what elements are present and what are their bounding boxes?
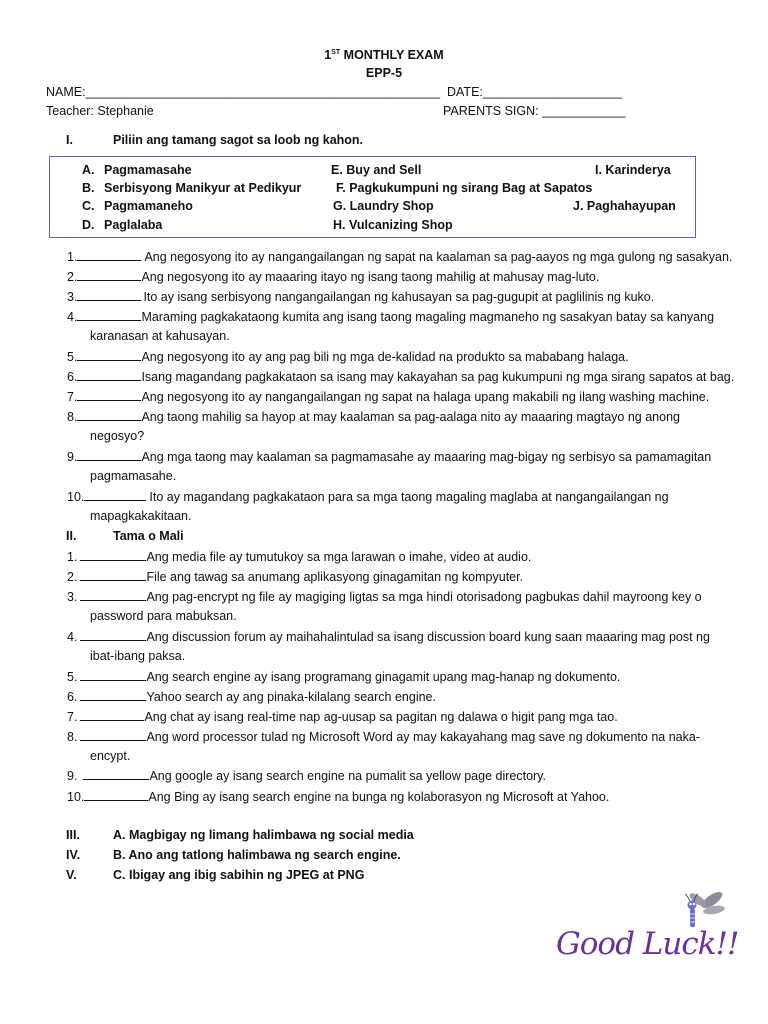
question-item <box>67 289 654 304</box>
statement-text: Ang search engine ay isang programang ginagamit upang mag-hanap ng dokumento. <box>146 670 621 684</box>
title-superscript: ST <box>331 49 341 56</box>
part2-title: Tama o Mali <box>113 529 184 543</box>
question-number: 8. <box>67 410 78 424</box>
answer-blank[interactable] <box>80 629 146 641</box>
answer-blank[interactable] <box>77 369 141 381</box>
answer-blank[interactable] <box>77 389 141 401</box>
answer-blank[interactable] <box>80 569 146 581</box>
choice-a: Pagmamasahe <box>104 163 192 177</box>
statement-number: 9. <box>67 769 78 783</box>
question-continuation: karanasan at kahusayan. <box>90 329 230 343</box>
part2-numeral: II. <box>66 529 77 543</box>
name-field: NAME:___________________________________________________ <box>46 85 441 99</box>
part4-question: B. Ano ang tatlong halimbawa ng search engine. <box>113 848 401 862</box>
question-item <box>67 349 629 364</box>
question-text: Maraming pagkakataong kumita ang isang taong magaling magmaneho ng sasakyan batay sa kanyang <box>141 310 715 324</box>
statement-item <box>67 669 620 684</box>
exam-title <box>0 48 768 62</box>
question-item <box>67 369 734 384</box>
question-text: Ang negosyong ito ay maaaring itayo ng isang taong mahilig at mahusay mag-luto. <box>141 270 600 284</box>
statement-item <box>67 789 609 804</box>
question-number: 2. <box>67 270 78 284</box>
good-luck-text: Good Luck!! <box>556 926 739 962</box>
question-continuation: negosyo? <box>90 429 145 443</box>
question-number: 10. <box>67 490 85 504</box>
answer-blank[interactable] <box>77 269 141 281</box>
answer-blank[interactable] <box>77 409 141 421</box>
teacher-field: Teacher: Stephanie <box>46 104 154 118</box>
statement-item <box>67 569 523 584</box>
statement-number: 2. <box>67 570 78 584</box>
statement-item <box>67 589 702 604</box>
statement-continuation: ibat-ibang paksa. <box>90 649 186 663</box>
choice-d: Paglalaba <box>104 218 163 232</box>
answer-blank[interactable] <box>80 729 146 741</box>
question-item <box>67 449 711 464</box>
statement-number: 10. <box>67 790 85 804</box>
part4-numeral: IV. <box>66 848 81 862</box>
statement-number: 5. <box>67 670 78 684</box>
answer-blank[interactable] <box>77 309 141 321</box>
statement-item <box>67 689 436 704</box>
choice-d-letter: D. <box>82 218 95 232</box>
choice-h: H. Vulcanizing Shop <box>333 218 453 232</box>
question-item <box>67 389 709 404</box>
answer-blank[interactable] <box>80 549 146 561</box>
choice-f: F. Pagkukumpuni ng sirang Bag at Sapatos <box>336 181 593 195</box>
choice-j: J. Paghahayupan <box>573 199 676 213</box>
statement-text: Ang media file ay tumutukoy sa mga larawan o imahe, video at audio. <box>146 550 532 564</box>
question-number: 7. <box>67 390 78 404</box>
statement-text: Ang word processor tulad ng Microsoft Word ay may kakayahang mag save ng dokumento na naka- <box>146 730 700 744</box>
statement-item <box>67 549 531 564</box>
statement-text: Ang discussion forum ay maihahalintulad sa isang discussion board kung saan maaaring mag post ng <box>146 630 710 644</box>
answer-blank[interactable] <box>83 768 149 780</box>
statement-number: 6. <box>67 690 78 704</box>
choice-g: G. Laundry Shop <box>333 199 434 213</box>
question-number: 3. <box>67 290 78 304</box>
title-text: MONTHLY EXAM <box>340 48 444 62</box>
answer-blank[interactable] <box>77 349 141 361</box>
question-text: Ang taong mahilig sa hayop at may kaalaman sa pag-aalaga nito ay maaaring magtayo ng anong <box>141 410 680 424</box>
answer-blank[interactable] <box>77 449 141 461</box>
answer-blank[interactable] <box>80 589 146 601</box>
statement-text: Ang Bing ay isang search engine na bunga ng kolaborasyon ng Microsoft at Yahoo. <box>148 790 610 804</box>
answer-blank[interactable] <box>77 249 141 261</box>
part3-question: A. Magbigay ng limang halimbawa ng social media <box>113 828 414 842</box>
question-text: Ang negosyong ito ay ang pag bili ng mga de-kalidad na produkto sa mababang halaga. <box>141 350 629 364</box>
title-number: 1 <box>324 48 332 62</box>
question-number: 6. <box>67 370 78 384</box>
choice-e: E. Buy and Sell <box>331 163 422 177</box>
question-text: Ito ay magandang pagkakataon para sa mga taong magaling maglaba at nangangailangan ng <box>149 490 669 504</box>
question-item <box>67 409 680 424</box>
statement-text: File ang tawag sa anumang aplikasyong ginagamitan ng kompyuter. <box>146 570 524 584</box>
question-item <box>67 269 599 284</box>
answer-blank[interactable] <box>80 709 144 721</box>
choice-b-letter: B. <box>82 181 95 195</box>
statement-item <box>67 709 618 724</box>
answer-blank[interactable] <box>77 289 141 301</box>
question-number: 1. <box>67 250 78 264</box>
question-number: 5. <box>67 350 78 364</box>
date-field: DATE:____________________ <box>447 85 622 99</box>
answer-blank[interactable] <box>84 489 146 501</box>
answer-blank[interactable] <box>80 669 146 681</box>
statement-number: 8. <box>67 730 78 744</box>
statement-text: Ang google ay isang search engine na pumalit sa yellow page directory. <box>149 769 546 783</box>
question-continuation: mapagkakakitaan. <box>90 509 192 523</box>
choice-a-letter: A. <box>82 163 95 177</box>
statement-number: 3. <box>67 590 78 604</box>
question-text: Ang mga taong may kaalaman sa pagmamasahe ay maaaring mag-bigay ng serbisyo sa pamamagitan <box>141 450 712 464</box>
question-number: 4. <box>67 310 78 324</box>
question-item <box>67 489 669 504</box>
statement-text: Ang pag-encrypt ng file ay magiging ligtas sa mga hindi otorisadong pagbukas dahil mayroong key o <box>146 590 702 604</box>
statement-continuation: password para mabuksan. <box>90 609 237 623</box>
parents-sign-field: PARENTS SIGN: ____________ <box>443 104 626 118</box>
answer-blank[interactable] <box>80 689 146 701</box>
part3-numeral: III. <box>66 828 80 842</box>
part5-question: C. Ibigay ang ibig sabihin ng JPEG at PNG <box>113 868 365 882</box>
question-text: Ang negosyong ito ay nangangailangan ng sapat na kaalaman sa pag-aayos ng mga gulong ng sasakyan. <box>144 250 733 264</box>
part1-instruction: Piliin ang tamang sagot sa loob ng kahon. <box>113 133 364 147</box>
statement-continuation: encypt. <box>90 749 131 763</box>
statement-text: Ang chat ay isang real-time nap ag-uusap sa pagitan ng dalawa o higit pang mga tao. <box>144 710 618 724</box>
question-text: Ang negosyong ito ay nangangailangan ng sapat na halaga upang makabili ng ilang washing machine. <box>141 390 710 404</box>
part5-numeral: V. <box>66 868 77 882</box>
choice-i: I. Karinderya <box>595 163 671 177</box>
question-item <box>67 309 714 324</box>
statement-item <box>67 629 710 644</box>
statement-text: Yahoo search ay ang pinaka-kilalang search engine. <box>146 690 436 704</box>
question-text: Ito ay isang serbisyong nangangailangan ng kahusayan sa pag-gugupit at paglilinis ng kuko. <box>143 290 655 304</box>
exam-subject: EPP-5 <box>365 66 403 80</box>
statement-number: 1. <box>67 550 78 564</box>
question-text: Isang magandang pagkakataon sa isang may kakayahan sa pag kukumpuni ng mga sirang sapatos at bag. <box>141 370 735 384</box>
question-number: 9. <box>67 450 78 464</box>
statement-item <box>67 729 700 744</box>
choice-c: Pagmamaneho <box>104 199 193 213</box>
question-continuation: pagmamasahe. <box>90 469 177 483</box>
choice-b: Serbisyong Manikyur at Pedikyur <box>104 181 302 195</box>
statement-item <box>67 768 546 783</box>
answer-blank[interactable] <box>84 789 148 801</box>
statement-number: 7. <box>67 710 78 724</box>
choice-c-letter: C. <box>82 199 95 213</box>
question-item <box>67 249 732 264</box>
statement-number: 4. <box>67 630 78 644</box>
part1-numeral: I. <box>66 133 73 147</box>
